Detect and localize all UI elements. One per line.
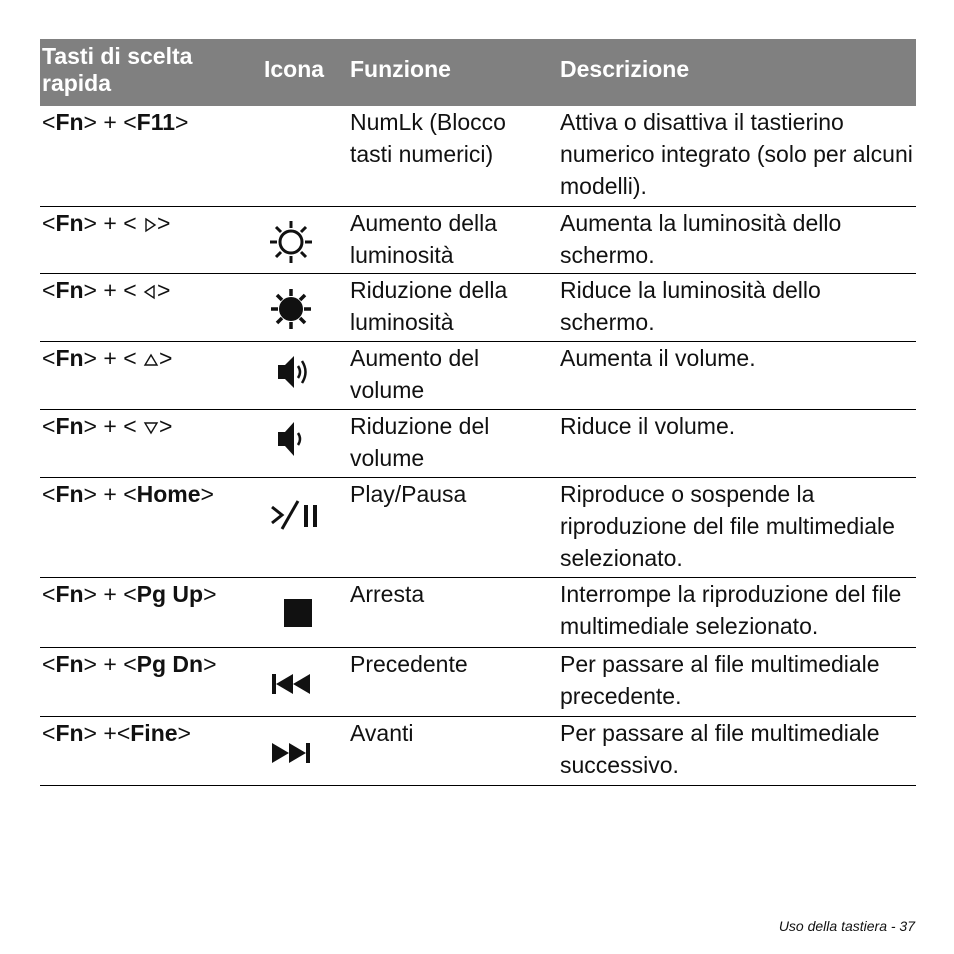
brightness-up-icon [268, 219, 314, 265]
stop-icon [268, 597, 314, 627]
description-text: Riproduce o sospende la riproduzione del file multimediale selezionato. [560, 481, 895, 571]
function-text: Riduzione del volume [350, 413, 490, 471]
header-function: Funzione [350, 56, 451, 82]
shortcut-keys: <Fn> + < > [42, 413, 173, 439]
header-keys [42, 43, 192, 97]
table-row [40, 342, 916, 410]
shortcut-keys: <Fn> + < > [42, 277, 171, 303]
icon-cell [268, 672, 328, 696]
header-description: Descrizione [560, 56, 690, 82]
left-arrow-icon [143, 284, 157, 300]
description-text: Riduce il volume. [560, 413, 736, 439]
function-text: Play/Pausa [350, 481, 467, 507]
icon-cell [268, 498, 328, 532]
shortcut-table [40, 39, 916, 786]
table-header [40, 39, 916, 106]
description-text: Per passare al file multimediale successivo. [560, 720, 880, 778]
function-text: Riduzione della luminosità [350, 277, 508, 335]
description-text: Aumenta il volume. [560, 345, 756, 371]
function-text: Arresta [350, 581, 425, 607]
icon-cell [268, 286, 328, 332]
volume-up-icon [268, 352, 314, 392]
shortcut-keys: <Fn> + <F11> [42, 109, 189, 135]
icon-cell [268, 741, 328, 765]
table-row [40, 478, 916, 578]
header-keys-line2: rapida [42, 70, 112, 96]
footer-section: Uso della tastiera - [778, 918, 896, 934]
header-icon: Icona [264, 56, 325, 82]
table-row [40, 274, 916, 342]
description-text: Riduce la luminosità dello schermo. [560, 277, 821, 335]
function-text: Aumento della luminosità [350, 210, 498, 268]
icon-cell [268, 418, 328, 460]
shortcut-keys: <Fn> +<Fine> [42, 720, 191, 746]
table-row [40, 578, 916, 648]
description-text: Per passare al file multimediale precedente. [560, 651, 880, 709]
description-text: Interrompe la riproduzione del file multimediale selezionato. [560, 581, 902, 639]
up-arrow-icon [143, 353, 159, 367]
function-text: Precedente [350, 651, 468, 677]
shortcut-keys: <Fn> + <Pg Up> [42, 581, 217, 607]
table-row [40, 410, 916, 478]
icon-cell [268, 352, 328, 392]
volume-down-icon [268, 418, 314, 460]
shortcut-keys: <Fn> + <Pg Dn> [42, 651, 217, 677]
shortcut-keys: <Fn> + < > [42, 210, 171, 236]
next-icon [268, 741, 326, 765]
table-row [40, 648, 916, 717]
header-keys-line1: Tasti di scelta [42, 43, 193, 69]
down-arrow-icon [143, 421, 159, 435]
previous-icon [268, 672, 326, 696]
page-footer [779, 918, 915, 934]
function-text: NumLk (Blocco tasti numerici) [350, 109, 506, 167]
page-number: 37 [899, 918, 915, 934]
table-row [40, 106, 916, 207]
icon-cell [268, 597, 328, 627]
shortcut-keys: <Fn> + < > [42, 345, 173, 371]
right-arrow-icon [143, 217, 157, 233]
function-text: Avanti [350, 720, 414, 746]
brightness-down-icon [268, 286, 314, 332]
play-pause-icon [268, 498, 324, 532]
description-text: Aumenta la luminosità dello schermo. [560, 210, 842, 268]
function-text: Aumento del volume [350, 345, 480, 403]
table-row [40, 717, 916, 786]
description-text: Attiva o disattiva il tastierino numerico integrato (solo per alcuni modelli). [560, 109, 913, 199]
icon-cell [268, 219, 328, 265]
table-row [40, 207, 916, 274]
shortcut-keys: <Fn> + <Home> [42, 481, 214, 507]
